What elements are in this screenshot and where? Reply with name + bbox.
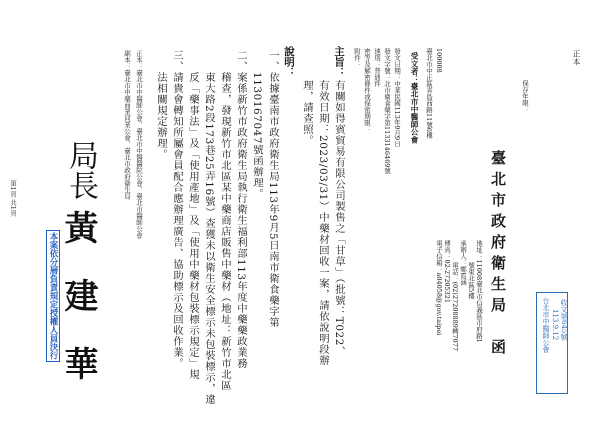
authorization-stamp: 本案依分層負責規定授權人員決行 (46, 230, 61, 362)
explanation-label: 說明： (283, 46, 295, 78)
attachment-label: 附件： (353, 48, 361, 68)
explanation-line-8: 法相關規定辦理。 (155, 50, 167, 160)
recipient: 受文者：臺北市中醫師公會 (410, 52, 419, 144)
address-line-2: 號東北區5樓 (467, 262, 475, 299)
org-title: 臺北市政府衛生局 函 (489, 150, 507, 360)
secrecy: 密等及解密條件或保密期限： (363, 48, 371, 133)
director-title: 局長 (63, 140, 98, 200)
explanation-line-2: 1130167047號函辦理。 (251, 50, 263, 200)
file-number: 正本 (572, 50, 581, 66)
explanation-line-3: 二、案係新竹市政府衛生局執行衛生福利部113年度中藥藥政業務 (235, 50, 247, 369)
fax-number: 傳真：02-27205321 (443, 240, 451, 304)
contact-phone: 電話：(02)27208889轉7077 (451, 262, 459, 351)
explanation-line-1: 一、依據臺南市政府衛生局113年9月5日南市衛食藥字第 (267, 50, 279, 329)
cc-original: 正本：臺北市中醫師公會、臺北市中醫醫院公會、臺北市醫師公會 (135, 50, 143, 239)
explanation-line-7: 三、請貴會轉知所屬會員配合應辦理廣告、協助標示及回收作業。 (171, 50, 183, 369)
received-stamp (536, 292, 568, 394)
explanation-line-4: 稽查，發現新竹市北區某中藥商店販售中藥材（地址：新竹市北區 (219, 50, 231, 391)
issue-number: 發文字號：北市衛食藥字第1133146469號 (383, 48, 391, 174)
email-address: 電子信箱：a04058@gov.taipei (435, 240, 443, 336)
speed: 速別：普通件 (373, 48, 381, 87)
subject-label: 主旨： (333, 46, 345, 78)
address-line-1: 地址：11008臺北市信義區市府路1 (475, 240, 483, 343)
recipient-address: 臺北市中正區青島西路11號6樓 (425, 48, 433, 139)
subject-line-1: 有關如得賓貿易有限公司製售之「甘草」（批號：T022、 (333, 80, 345, 357)
received-stamp-date: 113.9.12 (551, 309, 559, 341)
subject-line-2: 有效日期：2023/03/31）中藥材回收一案，請依說明段辦 (317, 80, 329, 366)
preservation-label: 保存年限： (521, 80, 529, 113)
subject-line-3: 理，請查照。 (301, 80, 313, 146)
received-stamp-org: 台北市中醫師公會 (542, 297, 550, 353)
director-signature: 黃 建 華 (58, 210, 98, 380)
explanation-line-5: 東大路2段173巷25弄16號）查獲未以衛生安全標示未包裝標示，違 (203, 50, 215, 405)
contact-person: 承辦人：鄭霓涵 (459, 240, 467, 286)
postal-code: 100008 (435, 48, 443, 73)
cc-copy: 副本：臺北市中藥商業同業公會、臺北市政府衛生局 (123, 50, 131, 200)
page-footer: 第1頁 共1頁 (9, 180, 17, 217)
issue-date: 發文日期：中華民國113年9月9日 (393, 48, 401, 147)
explanation-line-6: 反「藥事法」及「使用產地」及「使用中藥材包裝標示規定」規 (187, 50, 199, 380)
received-stamp-no: 收文第645號 (560, 299, 568, 341)
